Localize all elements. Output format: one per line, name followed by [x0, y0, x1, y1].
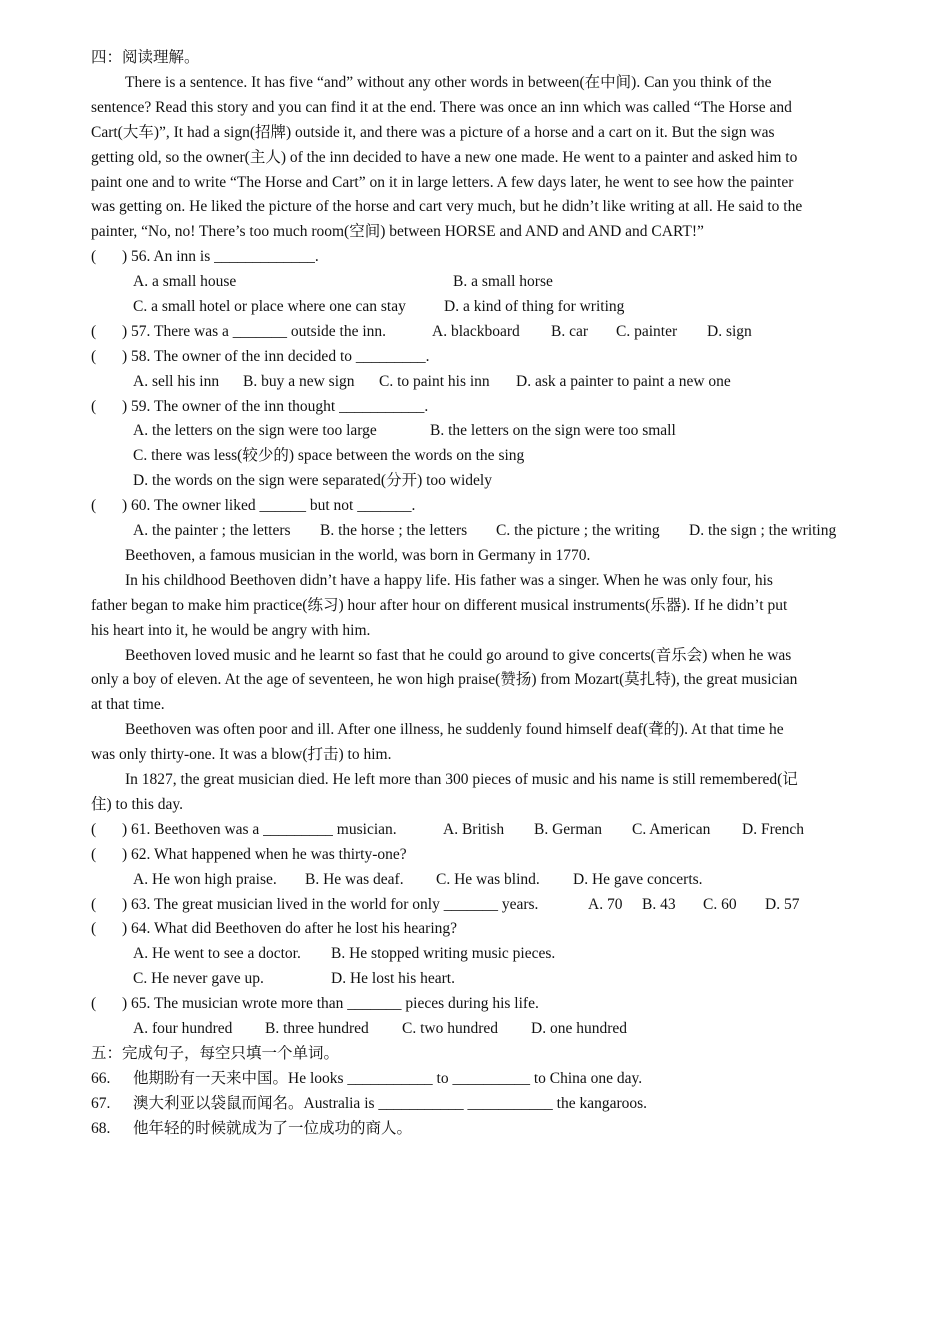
option-a: A. a small house — [133, 273, 237, 291]
option-d: D. the words on the sign were separated(分开) too widely — [133, 472, 492, 490]
answer-bracket: ( — [91, 895, 97, 913]
question-stem: ) 57. There was a _______ outside the inn. — [122, 322, 387, 340]
passage-line: only a boy of eleven. At the age of seventeen, he won high praise(赞扬) from Mozart(莫扎特), the great musician — [91, 671, 798, 689]
options-row — [91, 469, 859, 494]
option-b: B. a small horse — [453, 273, 553, 291]
options-row — [91, 868, 859, 893]
question-60 — [91, 494, 859, 519]
answer-bracket: ( — [91, 845, 97, 863]
answer-bracket: ( — [91, 322, 97, 340]
question-stem: ) 61. Beethoven was a _________ musician. — [122, 820, 397, 838]
option-c: C. painter — [616, 322, 678, 340]
item-text: 澳大利亚以袋鼠而闻名。Australia is ___________ ___________ the kangaroos. — [133, 1094, 648, 1112]
sentence-item — [91, 1092, 859, 1117]
answer-bracket: ( — [91, 248, 97, 266]
question-58 — [91, 345, 859, 370]
passage-line: was getting on. He liked the picture of the horse and cart very much, but he didn’t like writing at all. He said to the — [91, 198, 803, 216]
option-d: D. sign — [707, 322, 752, 340]
passage-beethoven — [91, 544, 859, 818]
question-56 — [91, 245, 859, 270]
passage-line: Beethoven, a famous musician in the world, was born in Germany in 1770. — [125, 546, 591, 564]
passage-line: at that time. — [91, 696, 165, 714]
answer-bracket: ( — [91, 820, 97, 838]
option-d: D. ask a painter to paint a new one — [516, 372, 731, 390]
answer-bracket: ( — [91, 347, 97, 365]
option-c: C. two hundred — [402, 1020, 499, 1038]
question-59 — [91, 395, 859, 420]
options-row — [91, 519, 859, 544]
question-64 — [91, 917, 859, 942]
option-b: B. He was deaf. — [305, 870, 404, 888]
passage-line: Cart(大车)”, It had a sign(招牌) outside it, and there was a picture of a horse and a cart on it. But the sign was — [91, 123, 775, 141]
option-a: A. He won high praise. — [133, 870, 277, 888]
question-stem: ) 64. What did Beethoven do after he lost his hearing? — [122, 920, 458, 938]
question-stem: ) 62. What happened when he was thirty-one? — [122, 845, 407, 863]
option-c: C. He never gave up. — [133, 970, 264, 988]
question-stem: ) 58. The owner of the inn decided to _________. — [122, 347, 430, 365]
section5-heading: 五：完成句子，每空只填一个单词。 — [91, 1044, 340, 1062]
question-stem: ) 56. An inn is _____________. — [122, 248, 319, 266]
passage-line: There is a sentence. It has five “and” without any other words in between(在中间). Can you think of the — [125, 73, 772, 91]
answer-bracket: ( — [91, 397, 97, 415]
question-63 — [91, 893, 859, 918]
question-stem: ) 60. The owner liked ______ but not _______. — [122, 497, 416, 515]
item-number: 68. — [91, 1119, 111, 1137]
passage-line: In 1827, the great musician died. He left more than 300 pieces of music and his name is still remembered(记 — [125, 771, 798, 789]
option-c: C. there was less(较少的) space between the words on the sing — [133, 447, 525, 465]
sentence-item — [91, 1117, 859, 1142]
options-row — [91, 942, 859, 967]
option-a: A. the letters on the sign were too large — [133, 422, 377, 440]
item-text: 他年轻的时候就成为了一位成功的商人。 — [133, 1119, 413, 1137]
passage-line: Beethoven loved music and he learnt so fast that he could go around to give concerts(音乐会) when he was — [125, 646, 792, 664]
question-stem: ) 63. The great musician lived in the world for only _______ years. — [122, 895, 539, 913]
option-b: B. German — [534, 820, 603, 838]
item-number: 66. — [91, 1069, 111, 1087]
option-c: C. the picture ; the writing — [496, 522, 660, 540]
question-62 — [91, 843, 859, 868]
answer-bracket: ( — [91, 497, 97, 515]
option-b: B. 43 — [642, 895, 676, 913]
question-61 — [91, 818, 859, 843]
answer-bracket: ( — [91, 920, 97, 938]
options-row — [91, 444, 859, 469]
passage-line: getting old, so the owner(主人) of the inn decided to have a new one made. He went to a painter and asked him to — [91, 148, 798, 166]
option-c: C. a small hotel or place where one can stay — [133, 298, 406, 316]
option-c: C. to paint his inn — [379, 372, 490, 390]
option-a: A. the painter ; the letters — [133, 522, 291, 540]
passage-line: sentence? Read this story and you can find it at the end. There was once an inn which was called “The Horse and — [91, 98, 792, 116]
option-b: B. the horse ; the letters — [320, 522, 468, 540]
passage-inn — [91, 71, 859, 245]
answer-bracket: ( — [91, 995, 97, 1013]
options-row — [91, 270, 859, 295]
option-a: A. sell his inn — [133, 372, 220, 390]
option-b: B. buy a new sign — [243, 372, 355, 390]
passage-line: father began to make him practice(练习) hour after hour on different musical instruments(乐器). If he didn’t put — [91, 596, 788, 614]
passage-line: was only thirty-one. It was a blow(打击) to him. — [91, 746, 392, 764]
option-d: D. 57 — [765, 895, 800, 913]
sentence-item — [91, 1067, 859, 1092]
option-d: D. French — [742, 820, 804, 838]
option-b: B. car — [551, 322, 589, 340]
options-row — [91, 967, 859, 992]
option-a: A. 70 — [588, 895, 623, 913]
question-stem: ) 65. The musician wrote more than _______ pieces during his life. — [122, 995, 539, 1013]
worksheet-page — [91, 46, 859, 1141]
item-number: 67. — [91, 1094, 111, 1112]
passage-line: paint one and to write “The Horse and Cart” on it in large letters. A few days later, he went to see how the painter — [91, 173, 794, 191]
options-row — [91, 1017, 859, 1042]
passage-line: painter, “No, no! There’s too much room(空间) between HORSE and AND and AND and CART!” — [91, 223, 704, 241]
question-57 — [91, 320, 859, 345]
option-c: C. American — [632, 820, 711, 838]
option-d: D. He gave concerts. — [573, 870, 703, 888]
passage-line: his heart into it, he would be angry with him. — [91, 621, 371, 639]
option-d: D. a kind of thing for writing — [444, 298, 625, 316]
item-text: 他期盼有一天来中国。He looks ___________ to __________ to China one day. — [133, 1069, 643, 1087]
option-a: A. blackboard — [432, 322, 520, 340]
option-d: D. one hundred — [531, 1020, 627, 1038]
option-d: D. He lost his heart. — [331, 970, 455, 988]
question-65 — [91, 992, 859, 1017]
passage-line: In his childhood Beethoven didn’t have a happy life. His father was a singer. When he was only four, his — [125, 571, 773, 589]
option-b: B. three hundred — [265, 1020, 369, 1038]
option-a: A. British — [443, 820, 505, 838]
option-b: B. He stopped writing music pieces. — [331, 945, 556, 963]
option-c: C. He was blind. — [436, 870, 540, 888]
option-a: A. four hundred — [133, 1020, 233, 1038]
question-stem: ) 59. The owner of the inn thought ___________. — [122, 397, 429, 415]
passage-line: 住) to this day. — [91, 795, 183, 813]
option-c: C. 60 — [703, 895, 737, 913]
options-row — [91, 370, 859, 395]
option-b: B. the letters on the sign were too small — [430, 422, 676, 440]
options-row — [91, 419, 859, 444]
option-a: A. He went to see a doctor. — [133, 945, 301, 963]
options-row — [91, 295, 859, 320]
passage-line: Beethoven was often poor and ill. After one illness, he suddenly found himself deaf(聋的). At that time he — [125, 721, 784, 739]
option-d: D. the sign ; the writing — [689, 522, 837, 540]
section4-heading: 四：阅读理解。 — [91, 49, 200, 66]
